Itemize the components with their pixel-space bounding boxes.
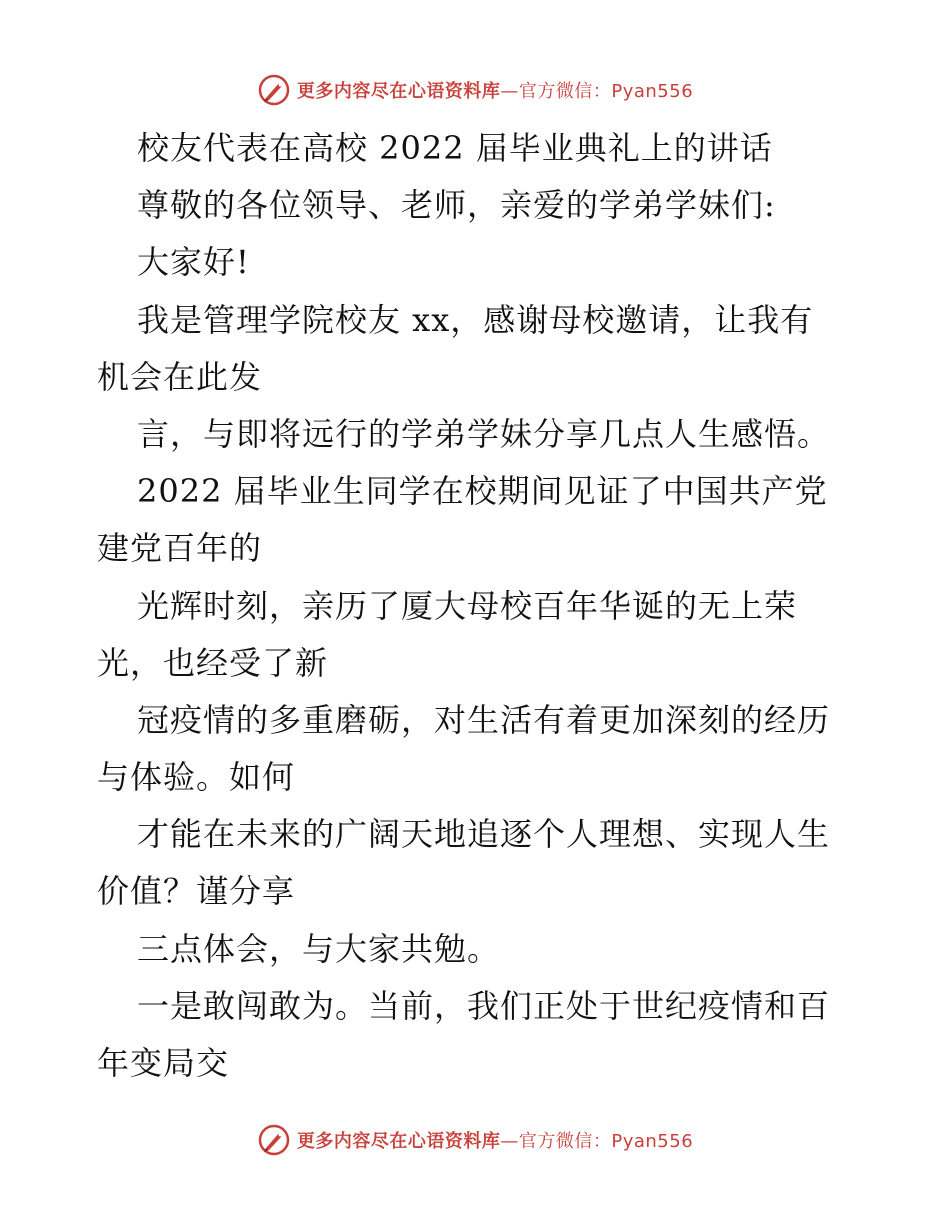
text-line: 2022 届毕业生同学在校期间见证了中国共产党	[137, 472, 828, 511]
text-line: 校友代表在高校 2022 届毕业典礼上的讲话	[137, 129, 773, 167]
text-line: 与体验。如何	[97, 758, 296, 797]
text-line: 一是敢闯敢为。当前，我们正处于世纪疫情和百	[137, 986, 831, 1025]
header-watermark	[0, 70, 950, 110]
text-line: 大家好!	[137, 243, 250, 282]
text-line: 尊敬的各位领导、老师，亲爱的学弟学妹们:	[137, 186, 776, 225]
text-line: 我是管理学院校友 xx，感谢母校邀请，让我有	[137, 300, 814, 339]
text-line: 价值？谨分享	[97, 872, 296, 911]
text-line: 冠疫情的多重磨砺，对生活有着更加深刻的经历	[137, 700, 831, 739]
watermark-suffix: —官方微信：Pyan556	[500, 1131, 694, 1152]
text-line: 机会在此发	[97, 357, 263, 396]
text-line: 才能在未来的广阔天地追逐个人理想、实现人生	[137, 815, 831, 854]
document-body	[97, 120, 867, 1092]
watermark-brand: 更多内容尽在心语资料库	[296, 1131, 501, 1152]
pen-logo-icon	[257, 1123, 291, 1157]
text-line: 光，也经受了新	[97, 643, 329, 682]
text-line: 言，与即将远行的学弟学妹分享几点人生感悟。	[137, 414, 831, 453]
footer-watermark	[0, 1120, 950, 1160]
text-line: 年变局交	[97, 1044, 230, 1082]
text-line: 光辉时刻，亲历了厦大母校百年华诞的无上荣	[137, 586, 798, 625]
pen-logo-icon	[257, 73, 291, 107]
watermark-suffix: —官方微信：Pyan556	[500, 81, 694, 102]
watermark-brand: 更多内容尽在心语资料库	[296, 81, 501, 102]
text-line: 三点体会，与大家共勉。	[137, 929, 501, 968]
text-line: 建党百年的	[97, 529, 263, 568]
